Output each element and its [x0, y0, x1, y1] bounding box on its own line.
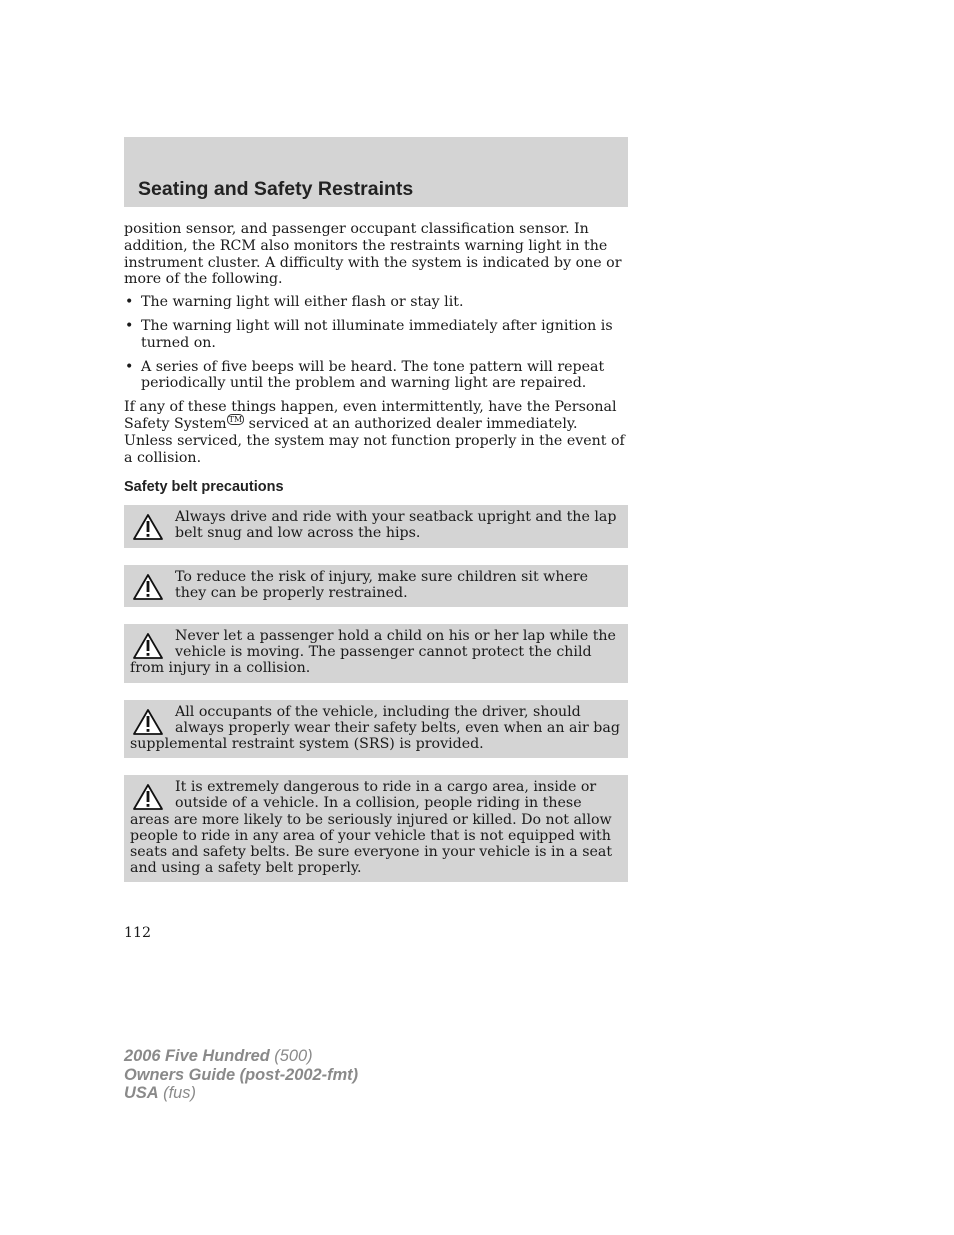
- warning-triangle-icon: [132, 632, 164, 660]
- symptom-list: [124, 294, 628, 392]
- warning-triangle-icon: [132, 513, 164, 541]
- warning-box: [124, 624, 628, 683]
- warning-triangle-icon: [132, 783, 164, 811]
- warning-triangle-icon: [132, 708, 164, 736]
- warning-box: [124, 775, 628, 882]
- warning-triangle-icon: [132, 573, 164, 601]
- warning-box: [124, 565, 628, 607]
- warning-text: Always drive and ride with your seatback upright and the lap belt snug and low across the hips.: [175, 509, 617, 542]
- footer-line-market: [124, 1084, 358, 1103]
- trademark-mark: TM: [228, 414, 243, 424]
- list-item: • A series of five beeps will be heard. The tone pattern will repeat periodically until the problem and warning light are repaired.: [124, 359, 628, 393]
- service-paragraph: [124, 399, 628, 466]
- footer-market: USA: [124, 1084, 159, 1102]
- footer-line-model: [124, 1047, 358, 1066]
- page-number: 112: [124, 925, 152, 941]
- warning-text: All occupants of the vehicle, including the driver, should always properly wear their safety belts, even when an air bag supplemental restraint system (SRS) is provided.: [130, 703, 620, 752]
- document-footer: [124, 1047, 358, 1103]
- footer-market-code: (fus): [158, 1084, 196, 1102]
- service-text-after: serviced at an authorized dealer immediately. Unless serviced, the system may not function properly in the event of a collision.: [124, 415, 625, 466]
- footer-model-code: (500): [269, 1047, 313, 1065]
- page-content: [124, 221, 628, 899]
- warning-text: Never let a passenger hold a child on his or her lap while the vehicle is moving. The passenger cannot protect the child from injury in a collision.: [130, 627, 616, 677]
- warning-box: [124, 505, 628, 547]
- section-header-band: [124, 137, 628, 207]
- intro-paragraph: position sensor, and passenger occupant classification sensor. In addition, the RCM also monitors the restraints warning light in the instrument cluster. A difficulty with the system is indicated by one or more of the following.: [124, 221, 622, 288]
- list-item: • The warning light will not illuminate immediately after ignition is turned on.: [124, 318, 628, 352]
- warning-text: To reduce the risk of injury, make sure children sit where they can be properly restrained.: [175, 568, 589, 601]
- warning-box: [124, 700, 628, 759]
- footer-model-name: 2006 Five Hundred: [124, 1047, 270, 1065]
- footer-guide-name: Owners Guide (post-2002-fmt): [124, 1065, 359, 1084]
- footer-line-guide: [124, 1066, 358, 1085]
- warning-text: It is extremely dangerous to ride in a cargo area, inside or outside of a vehicle. In a collision, people riding in these areas are more likely to be seriously injured or killed. Do not allow people to ride in any area of your vehicle that is not equipped with seats and safety belts. Be sure everyone in your vehicle is in a seat and using a safety belt properly.: [130, 779, 613, 877]
- service-text-before: If any of these things happen, even intermittently, have the Personal Safety System: [124, 399, 617, 432]
- subheading-safety-belt-precautions: Safety belt precautions: [124, 479, 284, 496]
- list-item: • The warning light will either flash or stay lit.: [124, 294, 628, 311]
- section-title: Seating and Safety Restraints: [138, 178, 414, 200]
